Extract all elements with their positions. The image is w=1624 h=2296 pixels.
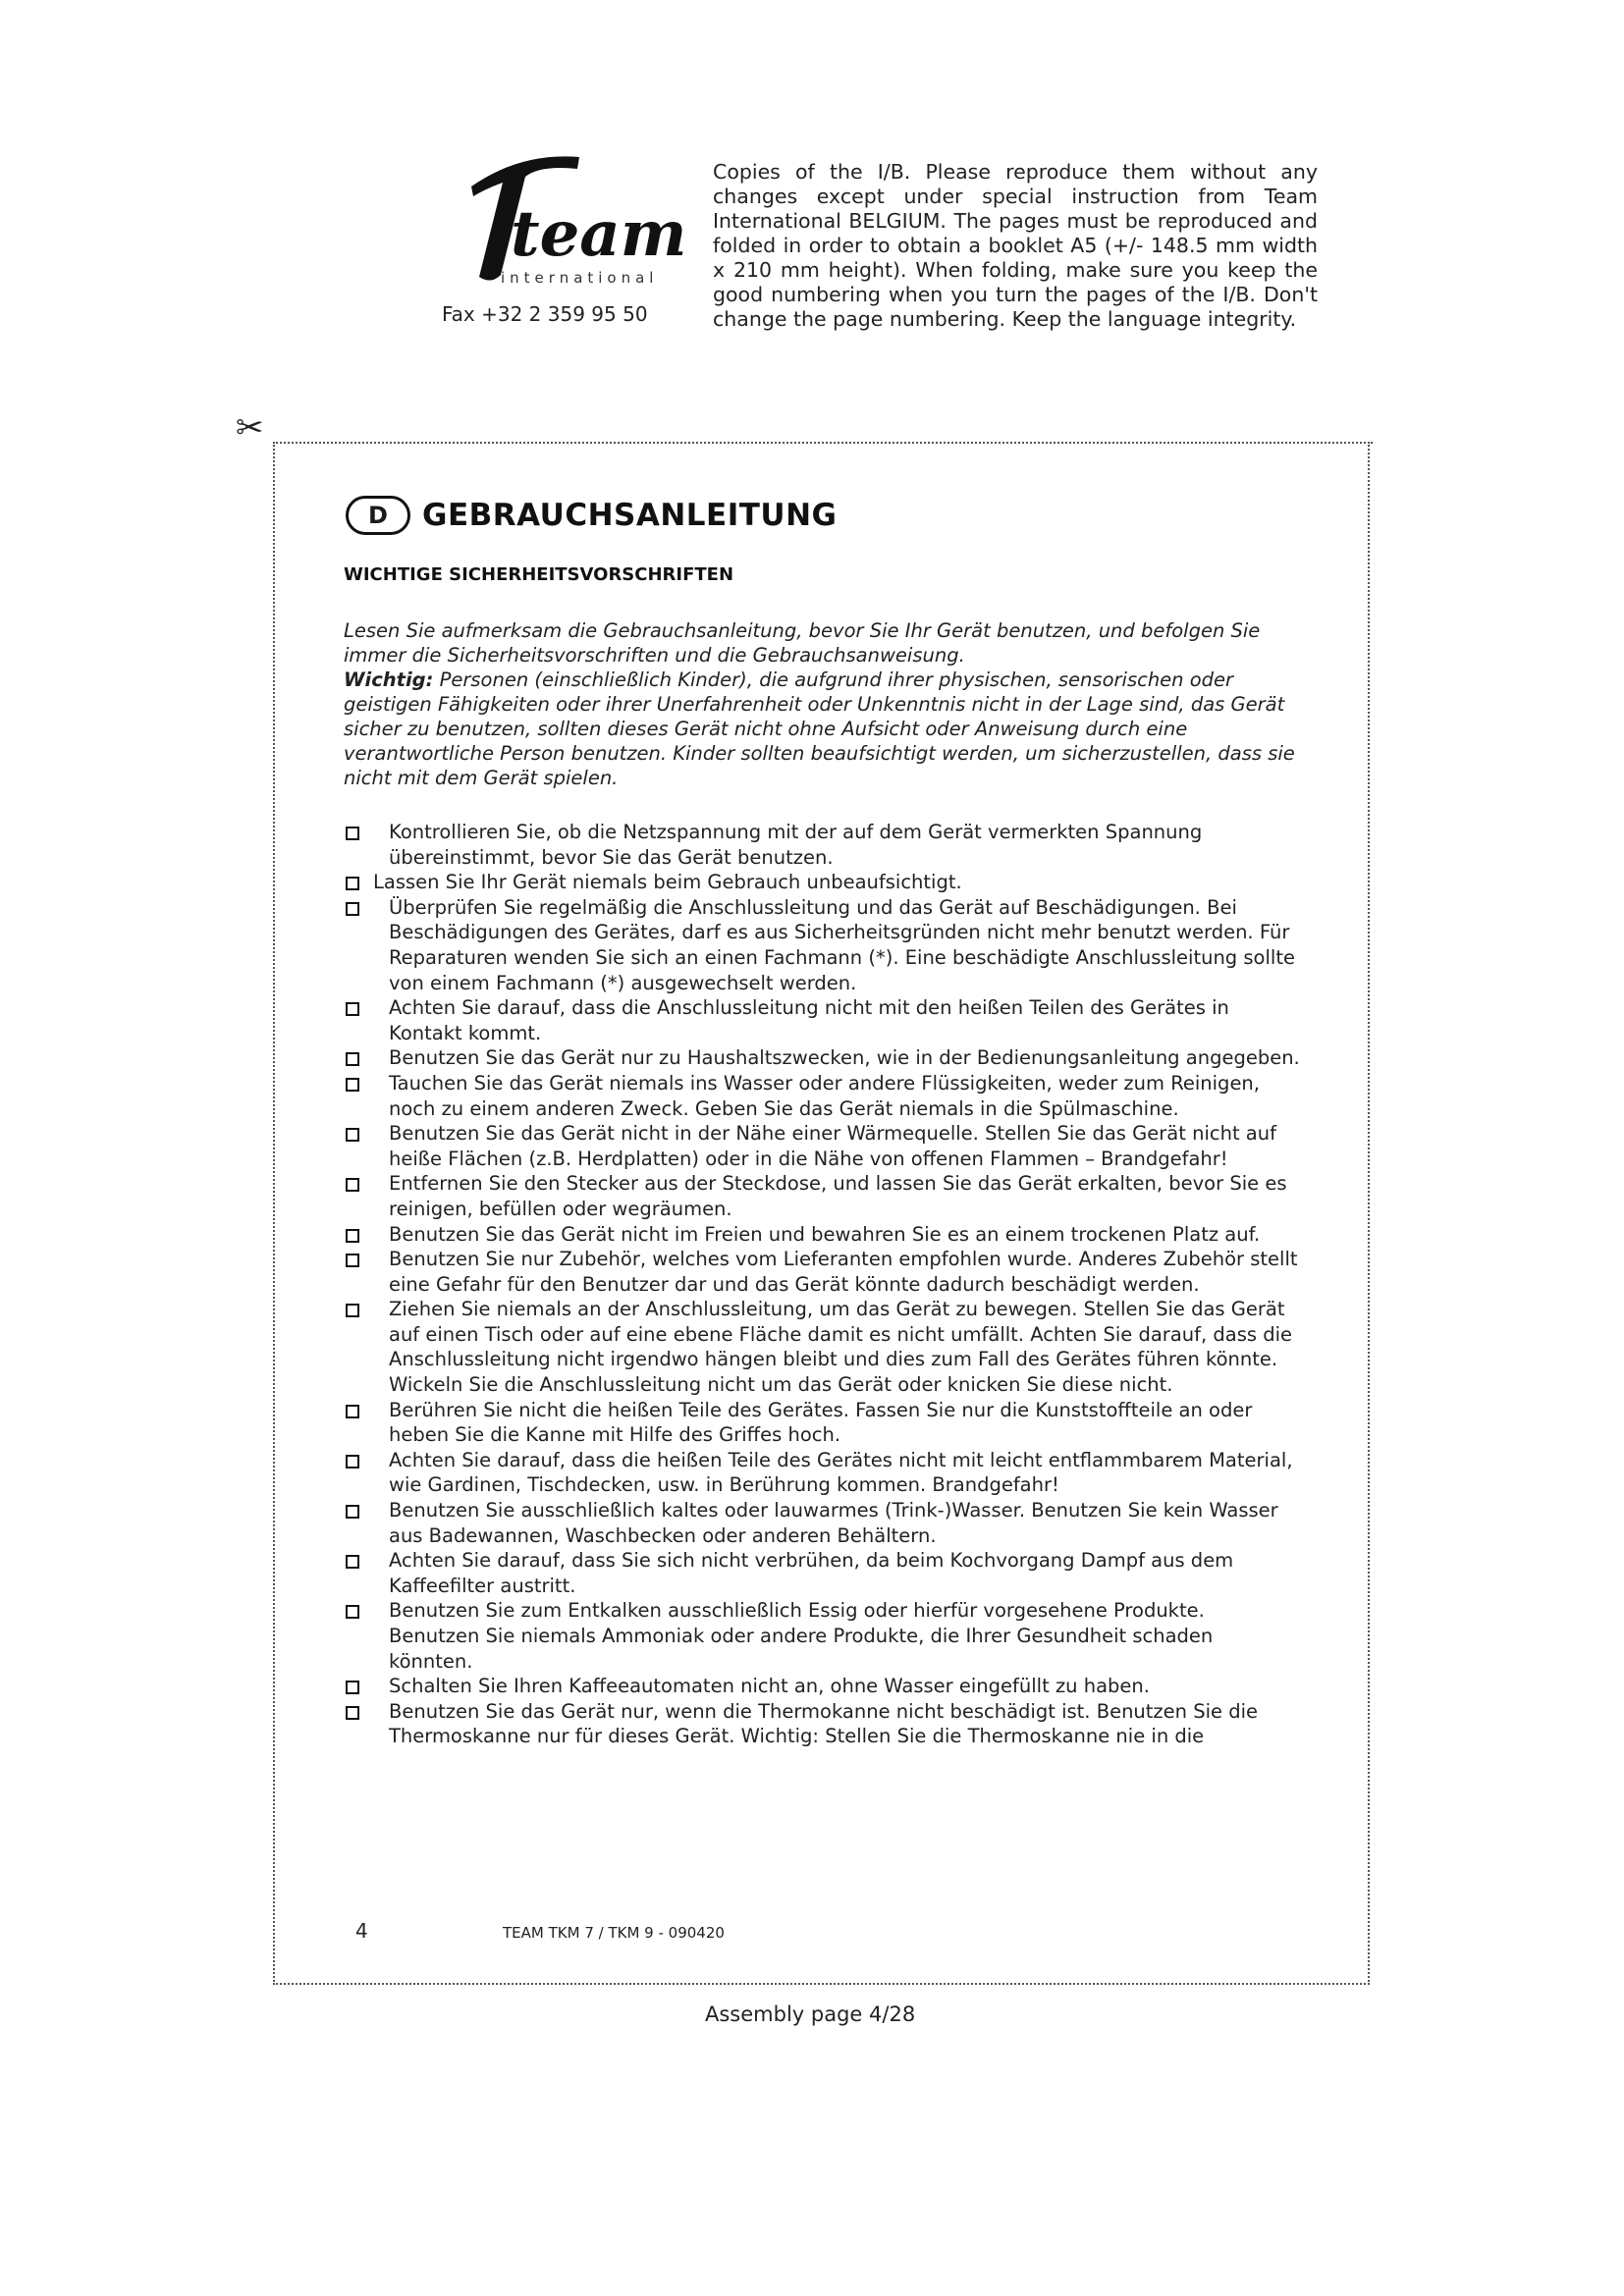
list-item: Achten Sie darauf, dass die heißen Teile des Gerätes nicht mit leicht entflammbarem Material, wie Gardinen, Tischdecken, usw. in Berührung kommen. Brandgefahr!	[344, 1448, 1301, 1498]
page-number: 4	[355, 1919, 368, 1943]
model-code: TEAM TKM 7 / TKM 9 - 090420	[503, 1924, 725, 1942]
scissors-icon: ✂	[236, 408, 264, 448]
fax-number: Fax +32 2 359 95 50	[442, 302, 648, 326]
checkbox-bullet-icon	[346, 1706, 359, 1720]
list-item: Entfernen Sie den Stecker aus der Steckdose, und lassen Sie das Gerät erkalten, bevor Sie es reinigen, befüllen oder wegräumen.	[344, 1171, 1301, 1221]
list-item: Achten Sie darauf, dass Sie sich nicht verbrühen, da beim Kochvorgang Dampf aus dem Kaffeefilter austritt.	[344, 1548, 1301, 1598]
checkbox-bullet-icon	[346, 902, 359, 916]
checkbox-bullet-icon	[346, 1002, 359, 1016]
checkbox-bullet-icon	[346, 1178, 359, 1192]
reproduction-note: Copies of the I/B. Please reproduce them without any changes except under special instruction from Team International BELGIUM. The pages must be reproduced and folded in order to obtain a booklet A5 (+/- 148.5 mm width x 210 mm height). When folding, make sure you keep the good numbering when you turn the pages of the I/B. Don't change the page numbering. Keep the language integrity.	[713, 160, 1318, 331]
checkbox-bullet-icon	[346, 1681, 359, 1694]
checkbox-bullet-icon	[346, 1254, 359, 1267]
safety-subtitle: WICHTIGE SICHERHEITSVORSCHRIFTEN	[344, 564, 734, 585]
checkbox-bullet-icon	[346, 1605, 359, 1619]
list-item: Kontrollieren Sie, ob die Netzspannung mit der auf dem Gerät vermerkten Spannung übereinstimmt, bevor Sie das Gerät benutzen.	[344, 820, 1301, 870]
page-title: GEBRAUCHSANLEITUNG	[422, 498, 838, 533]
list-item: Achten Sie darauf, dass die Anschlussleitung nicht mit den heißen Teilen des Gerätes in Kontakt kommt.	[344, 995, 1301, 1045]
checkbox-bullet-icon	[346, 1505, 359, 1519]
list-item: Tauchen Sie das Gerät niemals ins Wasser oder andere Flüssigkeiten, weder zum Reinigen, noch zu einem anderen Zweck. Geben Sie das Gerät niemals in die Spülmaschine.	[344, 1071, 1301, 1121]
list-item: Lassen Sie Ihr Gerät niemals beim Gebrauch unbeaufsichtigt.	[344, 870, 1301, 895]
checkbox-bullet-icon	[346, 1304, 359, 1317]
list-item: Benutzen Sie das Gerät nur, wenn die Thermokanne nicht beschädigt ist. Benutzen Sie die Thermoskanne nur für dieses Gerät. Wichtig: Stellen Sie die Thermoskanne nie in die	[344, 1699, 1301, 1749]
checkbox-bullet-icon	[346, 877, 359, 890]
language-badge: D	[346, 496, 410, 535]
list-item: Berühren Sie nicht die heißen Teile des Gerätes. Fassen Sie nur die Kunststoffteile an oder heben Sie die Kanne mit Hilfe des Griffes hoch.	[344, 1398, 1301, 1448]
list-item: Schalten Sie Ihren Kaffeeautomaten nicht an, ohne Wasser eingefüllt zu haben.	[344, 1674, 1301, 1699]
checkbox-bullet-icon	[346, 1555, 359, 1569]
checkbox-bullet-icon	[346, 1455, 359, 1468]
checkbox-bullet-icon	[346, 827, 359, 840]
list-item: Benutzen Sie das Gerät nur zu Haushaltszwecken, wie in der Bedienungsanleitung angegeben.	[344, 1045, 1301, 1071]
checkbox-bullet-icon	[346, 1229, 359, 1243]
safety-rules-list	[344, 820, 1301, 1749]
intro-text: Lesen Sie aufmerksam die Gebrauchsanleitung, bevor Sie Ihr Gerät benutzen, und befolgen Sie immer die Sicherheitsvorschriften und die Gebrauchsanweisung.	[344, 619, 1261, 667]
list-item: Benutzen Sie nur Zubehör, welches vom Lieferanten empfohlen wurde. Anderes Zubehör stellt eine Gefahr für den Benutzer dar und das Gerät könnte dadurch beschädigt werden.	[344, 1247, 1301, 1297]
checkbox-bullet-icon	[346, 1128, 359, 1142]
list-item: Überprüfen Sie regelmäßig die Anschlussleitung und das Gerät auf Beschädigungen. Bei Beschädigungen des Gerätes, darf es aus Sicherheitsgründen nicht mehr benutzt werden. Für Reparaturen wenden Sie sich an einen Fachmann (*). Eine beschädigte Anschlussleitung sollte von einem Fachmann (*) ausgewechselt werden.	[344, 895, 1301, 995]
list-item: Benutzen Sie das Gerät nicht in der Nähe einer Wärmequelle. Stellen Sie das Gerät nicht auf heiße Flächen (z.B. Herdplatten) oder in die Nähe von offenen Flammen – Brandgefahr!	[344, 1121, 1301, 1171]
checkbox-bullet-icon	[346, 1405, 359, 1418]
team-logo	[432, 147, 687, 314]
logo-subtext: international	[501, 269, 659, 287]
logo-text: team	[511, 197, 687, 271]
list-item: Benutzen Sie ausschließlich kaltes oder lauwarmes (Trink-)Wasser. Benutzen Sie kein Wasser aus Badewannen, Waschbecken oder anderen Behältern.	[344, 1498, 1301, 1548]
section-heading	[346, 494, 837, 537]
assembly-page-label: Assembly page 4/28	[705, 2002, 916, 2026]
list-item: Ziehen Sie niemals an der Anschlussleitung, um das Gerät zu bewegen. Stellen Sie das Gerät auf einen Tisch oder auf eine ebene Fläche damit es nicht umfällt. Achten Sie darauf, dass die Anschlussleitung nicht irgendwo hängen bleibt und dies zum Fall des Gerätes führen könnte. Wickeln Sie die Anschlussleitung nicht um das Gerät oder knicken Sie diese nicht.	[344, 1297, 1301, 1397]
list-item: Benutzen Sie das Gerät nicht im Freien und bewahren Sie es an einem trockenen Platz auf.	[344, 1222, 1301, 1248]
intro-paragraph	[344, 618, 1301, 790]
checkbox-bullet-icon	[346, 1078, 359, 1092]
intro-important-label: Wichtig:	[344, 668, 434, 691]
checkbox-bullet-icon	[346, 1052, 359, 1066]
list-item: Benutzen Sie zum Entkalken ausschließlich Essig oder hierfür vorgesehene Produkte. Benutzen Sie niemals Ammoniak oder andere Produkte, die Ihrer Gesundheit schaden könnten.	[344, 1598, 1301, 1674]
intro-important-text: Personen (einschließlich Kinder), die aufgrund ihrer physischen, sensorischen oder geistigen Fähigkeiten oder ihrer Unerfahrenheit oder Unkenntnis nicht in der Lage sind, das Gerät sicher zu benutzen, sollten dieses Gerät nicht ohne Aufsicht oder Anweisung durch eine verantwortliche Person benutzen. Kinder sollten beaufsichtigt werden, um sicherzustellen, dass sie nicht mit dem Gerät spielen.	[344, 668, 1295, 789]
